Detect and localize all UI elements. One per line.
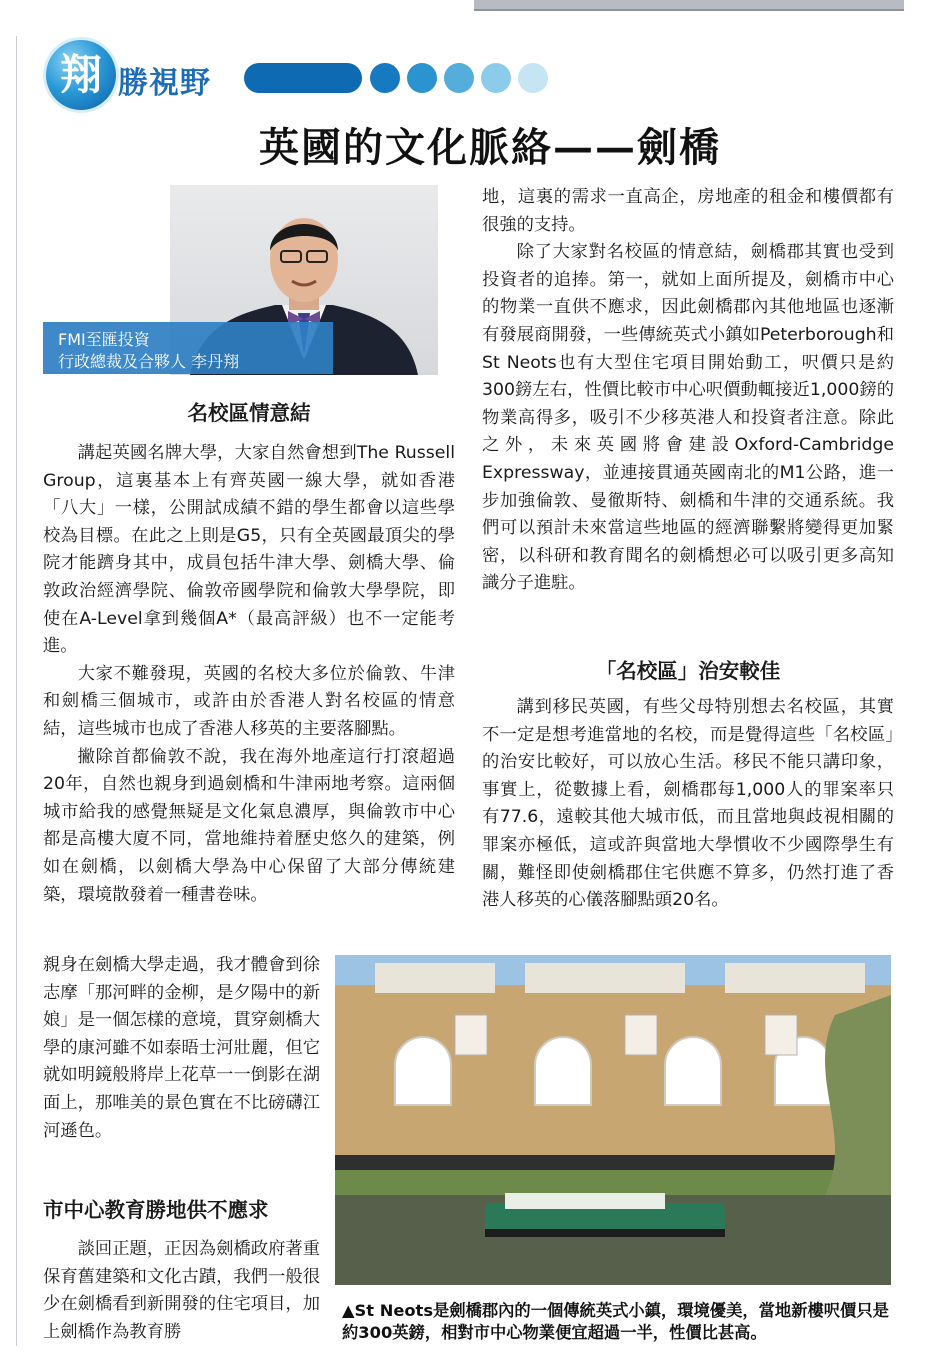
column-name: 勝視野 — [118, 66, 211, 101]
column-logo-char: 翔 — [59, 50, 102, 99]
right-column-body-2 — [482, 694, 894, 915]
paragraph: 地，這裏的需求一直高企，房地產的租金和樓價都有很強的支持。 — [482, 187, 894, 235]
section-heading: 名校區情意結 — [187, 401, 311, 425]
section-heading: 「名校區」治安較佳 — [595, 659, 781, 683]
photo-caption: ▲St Neots是劍橋郡內的一個傳統英式小鎮，環境優美，當地新樓呎價只是約300英鎊，相對市中心物業便宜超過一半，性價比甚高。 — [342, 1301, 889, 1342]
header-dot — [481, 63, 511, 93]
paragraph: 親身在劍橋大學走過，我才體會到徐志摩「那河畔的金柳，是夕陽中的新娘」是一個怎樣的意境，貫穿劍橋大學的康河雖不如泰晤士河壯麗，但它就如明鏡般將岸上花草一一倒影在湖面上，那唯美的景色實在不比磅礴江河遜色。 — [43, 955, 320, 1141]
header-dot — [407, 63, 437, 93]
author-title: 行政總裁及合夥人 李丹翔 — [58, 352, 240, 371]
paragraph: 講到移民英國，有些父母特別想去名校區，其實不一定是想考進當地的名校，而是覺得這些「名校區」的治安比較好，可以放心生活。移民不能只講印象，事實上，從數據上看，劍橋郡每1,000人的罪案率只有77.6，遠較其他大城市低，而且當地與歧視相關的罪案亦極低，這或許與當地大學慣收不少國際學生有關，難怪即使劍橋郡住宅供應不算多，仍然打進了香港人移英的心儀落腳點頭20名。 — [482, 697, 894, 911]
left-column-body-narrow — [43, 952, 320, 1145]
left-column-body — [43, 440, 455, 909]
section-heading: 市中心教育勝地供不應求 — [43, 1198, 269, 1222]
author-company: FMI至匯投資 — [58, 330, 150, 349]
article-title: 英國的文化脈絡——劍橋 — [259, 124, 721, 171]
header-dot — [444, 63, 474, 93]
header-dot — [370, 63, 400, 93]
paragraph: 撇除首都倫敦不說，我在海外地產這行打滾超過20年，自然也親身到過劍橋和牛津兩地考察。這兩個城市給我的感覺無疑是文化氣息濃厚，與倫敦市中心都是高樓大廈不同，當地維持着歷史悠久的建築，例如在劍橋，以劍橋大學為中心保留了大部分傳統建築，環境散發着一種書卷味。 — [43, 746, 455, 905]
right-column-body — [482, 184, 894, 598]
paragraph: 除了大家對名校區的情意結，劍橋郡其實也受到投資者的追捧。第一，就如上面所提及，劍橋市中心的物業一直供不應求，因此劍橋郡內其他地區也逐漸有發展商開發，一些傳統英式小鎮如Peterborough和St Neots也有大型住宅項目開始動工，呎價只是約300鎊左右，性價比較市中心呎價動輒接近1,000鎊的物業高得多，吸引不少移英港人和投資者注意。除此之外，未來英國將會建設Oxford-Cambridge Expressway，並連接貫通英國南北的M1公路，進一步加強倫敦、曼徹斯特、劍橋和牛津的交通系統。我們可以預計未來當這些地區的經濟聯繫將變得更加緊密，以科研和教育聞名的劍橋想必可以吸引更多高知識分子進駐。 — [482, 242, 894, 594]
header-bar — [244, 63, 362, 93]
top-rule — [474, 0, 904, 11]
st-neots-photo — [335, 955, 891, 1285]
paragraph: 講起英國名牌大學，大家自然會想到The Russell Group，這裏基本上有齊英國一線大學，就如香港「八大」一樣，公開試成績不錯的學生都會以這些學校為目標。在此之上則是G5，只有全英國最頂尖的學院才能躋身其中，成員包括牛津大學、劍橋大學、倫敦政治經濟學院、倫敦帝國學院和倫敦大學學院，即使在A-Level拿到幾個A*（最高評級）也不一定能考進。 — [43, 443, 455, 657]
left-column-rule — [16, 36, 17, 1346]
paragraph: 大家不難發現，英國的名校大多位於倫敦、牛津和劍橋三個城市，或許由於香港人對名校區的情意結，這些城市也成了香港人移英的主要落腳點。 — [43, 663, 455, 739]
paragraph: 談回正題，正因為劍橋政府著重保育舊建築和文化古蹟，我們一般很少在劍橋看到新開發的住宅項目，加上劍橋作為教育勝 — [43, 1239, 320, 1342]
header-dot — [518, 63, 548, 93]
left-column-body-end — [43, 1236, 320, 1346]
